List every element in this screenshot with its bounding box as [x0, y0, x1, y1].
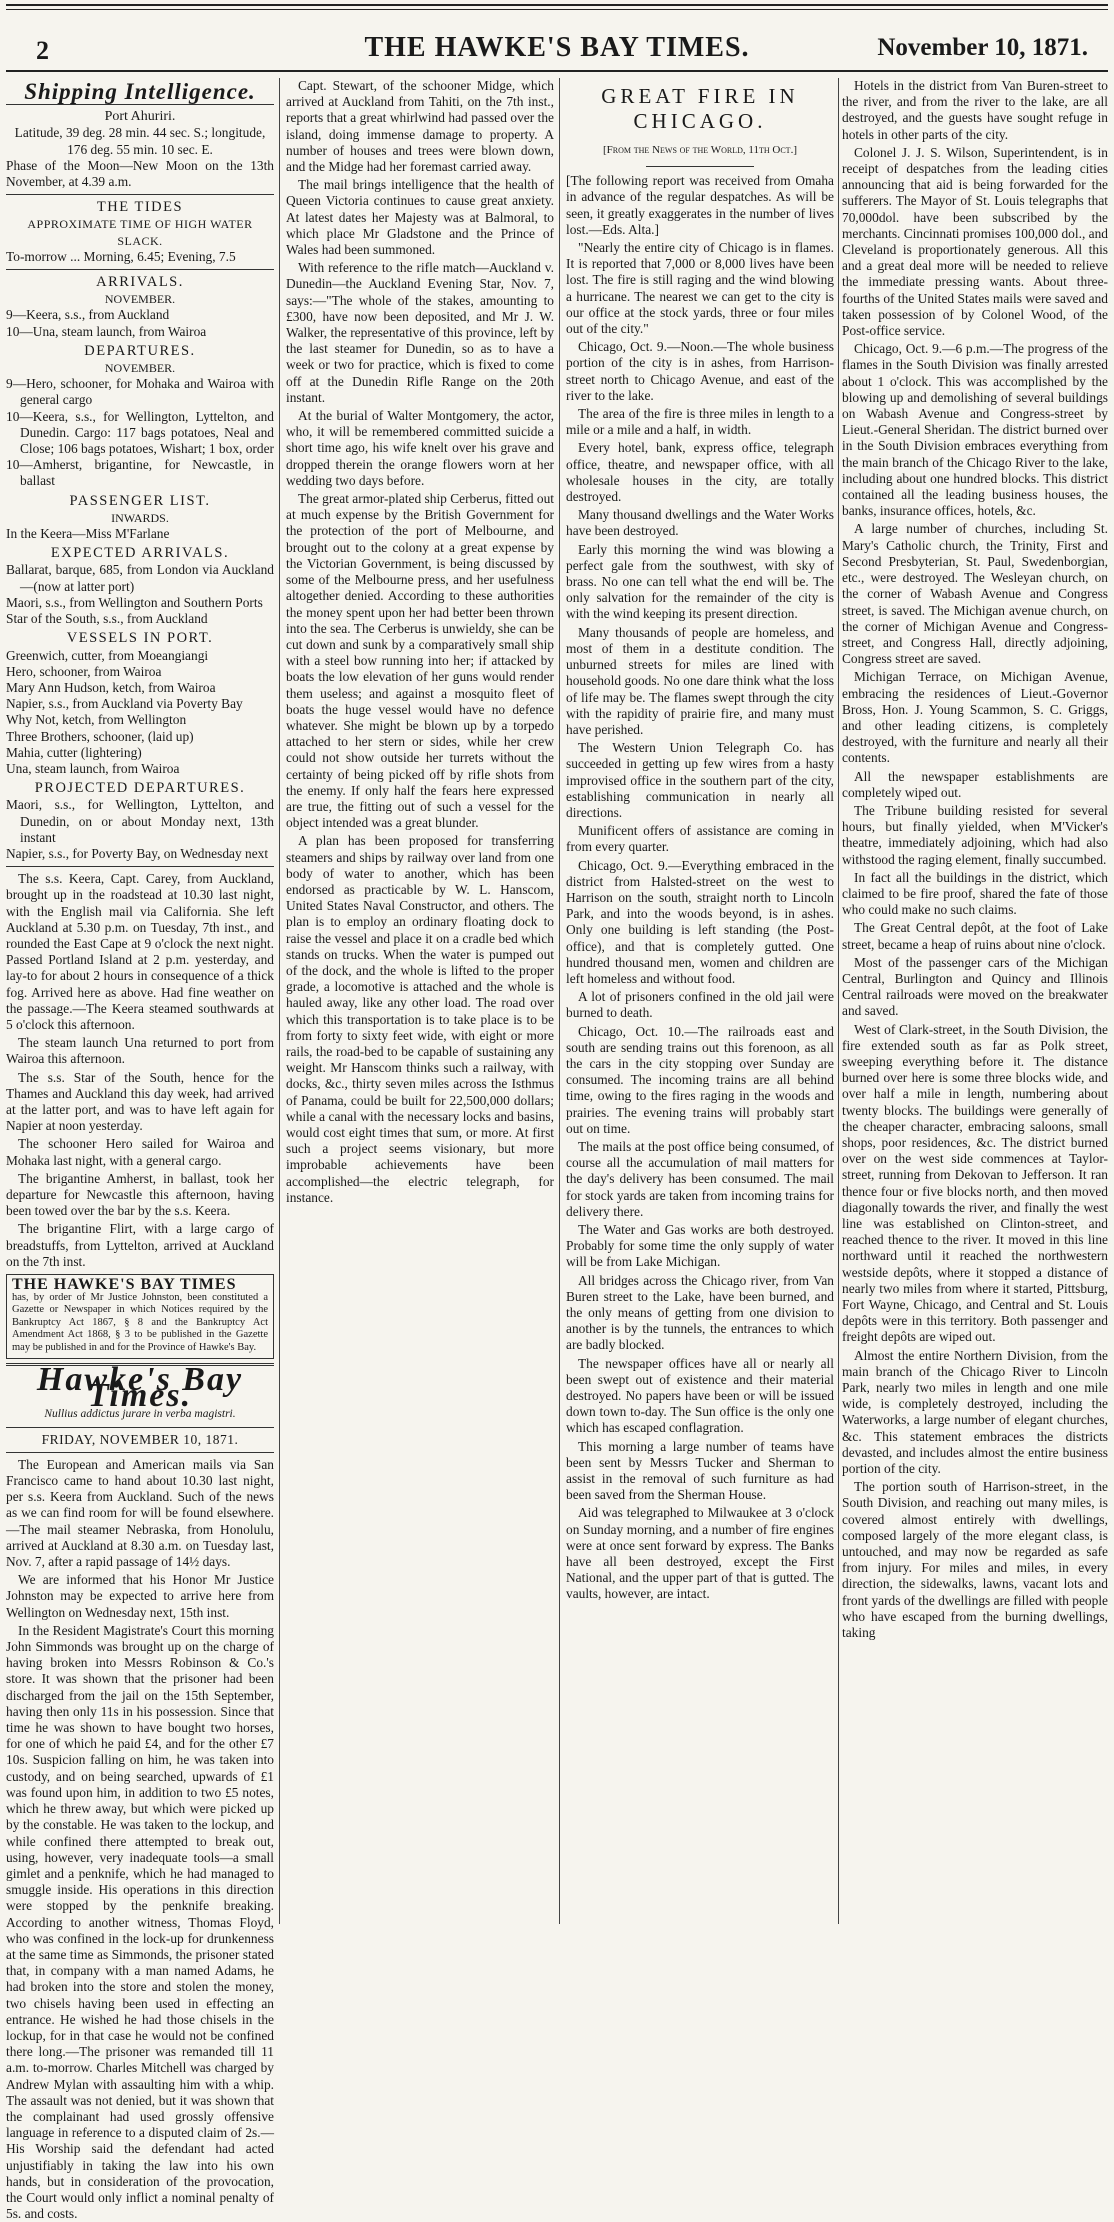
expected-heading: EXPECTED ARRIVALS. [50, 545, 230, 562]
moon-phase: Phase of the Moon—New Moon on the 13th November, at 4.39 a.m. [6, 157, 274, 190]
fire-paragraph: "Nearly the entire city of Chicago is in flames. It is reported that 7,000 or 8,000 lives have been lost. The fire is still raging and the wind blowing a hurricane. The nearest we can get to the city is our office at the stock yards, three or four miles out of the city." [566, 240, 834, 337]
fire-paragraph: In fact all the buildings in the district, which claimed to be fire proof, shared the fate of those who could make no such claims. [842, 869, 1108, 918]
fire-paragraph: A lot of prisoners confined in the old jail were burned to death. [566, 989, 834, 1021]
projected-item: Maori, s.s., for Wellington, Lyttelton, and Dunedin, on or about Monday next, 13th instant [6, 797, 274, 845]
tides-sub: APPROXIMATE TIME OF HIGH WATER SLACK. [27, 217, 253, 248]
column-3 [566, 78, 834, 1924]
notice-title: THE HAWKE'S BAY TIMES [12, 1276, 237, 1294]
column-divider [279, 78, 280, 1924]
notice-body: has, by order of Mr Justice Johnston, been constituted a Gazette or Newspaper in which Notices required by the Bankruptcy Act 1867, § 8 and the Bankruptcy Act Amendment Act 1868, § 3 to be published in the Gazette may be published in and for the Province of Hawke's Bay. [12, 1291, 268, 1353]
masthead [6, 28, 1108, 68]
fire-paragraph: The Great Central depôt, at the foot of Lake street, became a heap of ruins about nine o'clock. [842, 920, 1108, 952]
expected-item: Star of the South, s.s., from Auckland [6, 611, 208, 627]
fire-paragraph: Every hotel, bank, express office, telegraph office, theatre, and newspaper office, with all wholesale houses in the city, are totally destroyed. [566, 440, 834, 505]
shipping-heading: Shipping Intelligence. [24, 79, 256, 104]
departure-item: 9—Hero, schooner, for Mohaka and Wairoa with general cargo [6, 376, 274, 408]
leader-paragraph: In the Resident Magistrate's Court this morning John Simmonds was brought up on the charge of having broken into Messrs Robinson & Co.'s store. It was shown that the prisoner had been discharged from the jail on the 15th September, having then only 11s in his possession. Since that time he was shown to have bought two horses, for one of which he paid £4, and for the other £7 10s. Suspicion falling on him, he was taken into custody, and on being searched, upwards of £1 was found upon him, in addition to two £5 notes, which he threw away, but which were picked up by the constable. He was taken to the lockup, and while confined there attempted to break out, using, however, very inadequate tools—a small gimlet and a penknife, which he had managed to smuggle inside. His operations in this direction were stopped by the penknife breaking. According to another witness, Thomas Floyd, who was confined in the lock-up for drunkenness at the same time as Simmonds, the prisoner stated that, in company with a man named Adams, he had broken into the store and stolen the money, two chisels having been used in effecting an entrance. He wished he had those chisels in the lockup, for in that case he would not be confined there long.—The prisoner was remanded till 11 a.m. to-morrow. Charles Mitchell was charged by Andrew Mylan with assaulting him with a whip. The assault was not denied, but it was shown that the complainant had used grossly offensive language in reference to a disputed claim of 2s.—His Worship said the defendant had acted unjustifiably in taking the law into his own hands, but in consideration of the provocation, the Court would only inflict a nominal penalty of 5s. and costs. [6, 1622, 274, 2222]
masthead-rule [6, 70, 1108, 72]
paper-title: THE HAWKE'S BAY TIMES. [364, 32, 750, 63]
fire-paragraph: The area of the fire is three miles in length to a mile or a mile and a half, in width. [566, 406, 834, 438]
column-1 [6, 78, 274, 2222]
fire-paragraph: Munificent offers of assistance are coming in from every quarter. [566, 823, 834, 855]
fire-paragraph: This morning a large number of teams have been sent by Messrs Tucker and Sherman to assist in the removal of such furniture as had been saved from the Sherman House. [566, 1438, 834, 1503]
tides-heading: THE TIDES [96, 199, 184, 216]
fire-paragraph: The Western Union Telegraph Co. has succeeded in getting up few wires from a hasty improvised office in the southern part of the city, establishing communication in nearly all directions. [566, 740, 834, 820]
leader-paragraph: The mail brings intelligence that the health of Queen Victoria continues to cause great anxiety. At latest dates her Majesty was at Balmoral, to which place Mr Gladstone and the Prince of Wales had been summoned. [286, 177, 554, 258]
projected-item: Napier, s.s., for Poverty Bay, on Wednesday next [6, 845, 269, 861]
fire-paragraph: The Water and Gas works are both destroyed. Probably for some time the only supply of water will be from Lake Michigan. [566, 1222, 834, 1270]
column-divider [559, 78, 560, 1924]
fire-paragraph: Chicago, Oct. 9.—6 p.m.—The progress of the flames in the South Division was finally arrested about 1 o'clock. This was accomplished by the blowing up and demolishing of several buildings on Wabash Avenue and Congress-street by Lieut.-General Sheridan. The district burned over in the South Division embraces everything from the main branch of the Chicago River to the lake, including about one hundred blocks. This district contained all the leading business houses, the banks, insurance offices, hotels, &c. [842, 341, 1108, 519]
shipping-report: The schooner Hero sailed for Wairoa and Mohaka last night, with a general cargo. [6, 1136, 274, 1168]
leader-paragraph: At the burial of Walter Montgomery, the actor, who, it will be remembered committed suicide a short time ago, his wife knelt over his grave and dropped therein the orange flowers worn at her wedding two days before. [286, 408, 554, 488]
column-2 [286, 78, 554, 1924]
fire-paragraph: The newspaper offices have all or nearly all been swept out of existence and their material destroyed. No papers have been or will be issued down town to-day. The Sun office is the only one which has escaped conflagration. [566, 1355, 834, 1436]
vessel-item: Napier, s.s., from Auckland via Poverty Bay [6, 696, 243, 712]
arrivals-month: NOVEMBER. [104, 292, 176, 307]
leader-dateline: FRIDAY, NOVEMBER 10, 1871. [41, 1431, 239, 1447]
fire-paragraph: West of Clark-street, in the South Division, the fire extended south as far as Polk street, sweeping everything before it. The distance burned over here is some three blocks wide, and over half a mile in length, numbering about twenty blocks. The buildings were generally of the cheaper character, embracing saloons, small shops, poor residences, &c. The district burned over on the west side commences at Taylor-street, running from Dekovan to Jefferson. It ran thence four or five blocks north, and then moved diagonally towards the river, and finally the west line was established on Clinton-street, and reached thence to the river. It moved in this line northward until it reached the northwestern westside depôts, where it stopped a distance of nearly two miles from where it started, Pittsburg, Fort Wayne, Chicago, and Central and St. Louis depôts were in this territory. Both passenger and freight depôts are wiped out. [842, 1021, 1108, 1345]
fire-source: [From the News of the World, 11th Oct.] [603, 144, 797, 156]
arrival-item: 10—Una, steam launch, from Wairoa [6, 323, 207, 339]
fire-paragraph: Aid was telegraphed to Milwaukee at 3 o'clock on Sunday morning, and a number of fire engines were at once sent forward by express. The Banks have all been destroyed, except the First National, and the upper part of that is gutted. The vaults, however, are intact. [566, 1505, 834, 1602]
arrival-item: 9—Keera, s.s., from Auckland [6, 307, 170, 323]
vessel-item: Three Brothers, schooner, (laid up) [6, 728, 194, 744]
fire-paragraph: Many thousands of people are homeless, and most of them in a destitute condition. The unburned streets for miles are lined with household goods. No one dare think what the loss of life may be. The flames swept through the city with the rapidity of prairie fire, and many must have perished. [566, 624, 834, 737]
fire-paragraph: Chicago, Oct. 10.—The railroads east and south are sending trains out this forenoon, as all the cars in the city stopping over Sunday are consumed. The incoming trains are all behind time, owing to the fires raging in the woods and prairies. The evening trains will probably start out on time. [566, 1023, 834, 1136]
fire-paragraph: The Tribune building resisted for several hours, but finally yielded, when M'Vicker's theatre, immediately adjoining, which had also withstood the raging element, finally succumbed. [842, 802, 1108, 867]
departures-month: NOVEMBER. [104, 361, 176, 376]
issue-date: November 10, 1871. [877, 34, 1088, 61]
vessel-item: Greenwich, cutter, from Moeangiangi [6, 647, 209, 663]
fire-paragraph: The mails at the post office being consumed, of course all the accumulation of mail matters for the day's delivery has been consumed. The mail for stock yards are taken from incoming trains for delivery there. [566, 1138, 834, 1219]
port-name: Port Ahuriri. [104, 109, 176, 125]
vessel-item: Mahia, cutter (lightering) [6, 744, 142, 760]
fire-paragraph: Almost the entire Northern Division, from the main branch of the Chicago River to Lincoln Park, nearly two miles in length and one mile wide, is completely destroyed, including the Waterworks, a large number of elegant churches, &c. This statement embraces the districts devasted, and includes almost the entire business portion of the city. [842, 1347, 1108, 1477]
shipping-report: The brigantine Amherst, in ballast, took her departure for Newcastle this afternoon, having been towed over the bar by the s.s. Keera. [6, 1170, 274, 1219]
passenger-heading: PASSENGER LIST. [69, 492, 211, 509]
vessels-heading: VESSELS IN PORT. [66, 630, 214, 647]
shipping-report: The s.s. Keera, Capt. Carey, from Auckland, brought up in the roadstead at 10.30 last night, with the English mail via California. She left Auckland at 5.30 p.m. on Tuesday, 7th inst., and rounded the East Cape at 9 o'clock the next night. Passed Portland Island at 2 p.m. yesterday, and lay-to for about 2 hours in consequence of a thick fog. Arrived here as above. Had fine weather on the passage.—The Keera steamed southwards at 5 o'clock this afternoon. [6, 871, 274, 1032]
fire-paragraph: Chicago, Oct. 9.—Everything embraced in the district from Halsted-street on the west to Harrison on the south, straight north to Lincoln Park, and into the woods beyond, is in ashes. Only one building is left standing (the Post-office), and that is completely gutted. One hundred thousand men, women and children are left homeless and without food. [566, 857, 834, 986]
passenger-sub: INWARDS. [111, 510, 169, 525]
shipping-report: The steam launch Una returned to port from Wairoa this afternoon. [6, 1035, 274, 1067]
leader-motto: Nullius addictus jurare in verba magistri. [44, 1408, 236, 1421]
column-divider [838, 78, 839, 1924]
fire-paragraph: Colonel J. J. S. Wilson, Superintendent, is in receipt of despatches from the leading cities announcing that aid is being forwarded for the sufferers. The Mayor of St. Louis telegraphs that 70,000dol. have been subscribed by the merchants. Cincinnati promises 100,000 dol., and Cleveland is proportionately generous. All this and a great deal more will be needed to relieve the immediate pressing wants. About three-fourths of the United States mails were saved and taken possession of by Colonel Wood, of the Post-office service. [842, 144, 1108, 339]
fire-paragraph: Michigan Terrace, on Michigan Avenue, embracing the residences of Lieut.-Governor Bross, Hon. J. Young Scammon, S. C. Griggs, and other leading citizens, is completely destroyed, with the furniture and nearly all their contents. [842, 669, 1108, 766]
fire-paragraph: All bridges across the Chicago river, from Van Buren street to the Lake, have been burned, and the only means of getting from one division to another is by the tunnels, the entrances to which are badly blocked. [566, 1272, 834, 1353]
leader-paragraph: With reference to the rifle match—Auckland v. Dunedin—the Auckland Evening Star, Nov. 7, says:—"The whole of the stakes, amounting to £300, have now been deposited, and Mr J. W. Walker, the representative of this province, left by the last steamer for Dunedin, so as to have a week or two for practice, which is fixed to come off at the Dunedin Rifle Range on the 20th instant. [286, 260, 554, 405]
leader-title: Hawke's Bay Times. [36, 1361, 244, 1415]
leader-paragraph: The great armor-plated ship Cerberus, fitted out at much expense by the British Government for the protection of the port of Melbourne, and brought out to the colony at a great expense by the Victorian Government, is being discussed by some of the Melbourne press, and her usefulness altogether denied. According to these authorities the money spent upon her had better been thrown into the sea. The Cerberus is unwieldy, she can be cut down and sunk by a comparatively small ship with a steel bow running into her; if attacked by boats the low elevation of her guns would render them useless; and against a mosquito fleet of boats the huge vessel would have no defence whatever. She might be blown up by a torpedo attached to her stern or sides, while her crew could not show outside her turrets without the certainty of being picked off by rifle shots from the enemy. If only half the fears here expressed are true, the fitting out of such a vessel for the object intended was a great blunder. [286, 491, 554, 831]
column-4 [842, 78, 1108, 1924]
vessel-item: Una, steam launch, from Wairoa [6, 760, 180, 776]
fire-paragraph: Hotels in the district from Van Buren-street to the river, and from the river to the lake, are all destroyed, and the guests have sought refuge in hotels in other parts of the city. [842, 78, 1108, 142]
page-number: 2 [36, 36, 49, 65]
leader-paragraph: We are informed that his Honor Mr Justice Johnston may be expected to arrive here from Wellington on Wednesday next, 15th inst. [6, 1572, 274, 1620]
tides-line: To-morrow ... Morning, 6.45; Evening, 7.5 [6, 248, 236, 264]
fire-paragraph: The portion south of Harrison-street, in the South Division, and reaching out many miles, is covered almost entirely with dwellings, composed largely of the more elegant class, is untouched, and may now be regarded as safe from injury. For miles and miles, in every direction, the sidewalks, lawns, vacant lots and front yards of the dwellings are filled with people who have escaped from the burning dwellings, taking [842, 1479, 1108, 1641]
columns [6, 78, 1108, 2222]
latitude: Latitude, 39 deg. 28 min. 44 sec. S.; longitude, 176 deg. 55 min. 10 sec. E. [14, 125, 266, 157]
vessel-item: Mary Ann Hudson, ketch, from Wairoa [6, 679, 216, 695]
leader-paragraph: Capt. Stewart, of the schooner Midge, which arrived at Auckland from Tahiti, on the 7th inst., reports that a great whirlwind had passed over the island, doing immense damage to property. A number of houses and trees were blown down, and the Midge had her foremast carried away. [286, 78, 554, 175]
fire-paragraph: A large number of churches, including St. Mary's Catholic church, the Trinity, First and Second Presbyterian, St. Paul, Swedenborgian, etc., were destroyed. The Wesleyan church, on the corner of Wabash Avenue and Congress street, is saved. The Michigan avenue church, on the corner of Michigan Avenue and Congress-street, and Congress Hall, directly adjoining, Congress street are saved. [842, 521, 1108, 667]
vessel-item: Why Not, ketch, from Wellington [6, 712, 187, 728]
fire-paragraph: [The following report was received from Omaha in advance of the regular despatches. As will be seen, it greatly exaggerates in the number of lives lost.—Eds. Alta.] [566, 173, 834, 237]
fire-paragraph: Many thousand dwellings and the Water Works have been destroyed. [566, 507, 834, 539]
fire-paragraph: Chicago, Oct. 9.—Noon.—The whole business portion of the city is in ashes, from Harrison-street north to Chicago Avenue, and east of the river to the lake. [566, 339, 834, 403]
arrivals-heading: ARRIVALS. [96, 274, 184, 291]
shipping-report: The brigantine Flirt, with a large cargo of breadstuffs, from Lyttelton, arrived at Auckland on the 7th inst. [6, 1221, 274, 1269]
departure-item: 10—Amherst, brigantine, for Newcastle, in ballast [6, 457, 274, 489]
fire-title: GREAT FIRE IN CHICAGO. [601, 84, 799, 133]
vessel-item: Hero, schooner, from Wairoa [6, 663, 162, 679]
passenger-line: In the Keera—Miss M'Farlane [6, 526, 170, 542]
expected-item: Ballarat, barque, 685, from London via Auckland—(now at latter port) [6, 562, 274, 594]
gazette-notice [6, 1274, 274, 1359]
fire-paragraph: Most of the passenger cars of the Michigan Central, Burlington and Quincy and Illinois Central railroads were moved on the breakwater and saved. [842, 954, 1108, 1019]
fire-paragraph: Early this morning the wind was blowing a perfect gale from the southwest, with sky of brass. No one can tell what the end will be. The only salvation for the remainder of the city is with the wind keeping its present direction. [566, 541, 834, 622]
projected-heading: PROJECTED DEPARTURES. [34, 780, 246, 797]
expected-item: Maori, s.s., from Wellington and Southern Ports [6, 594, 263, 610]
top-rule [6, 4, 1108, 10]
leader-paragraph: A plan has been proposed for transferring steamers and ships by railway over land from one body of water to another, which has been endorsed as practicable by W. L. Hanscom, United States Naval Constructor, and others. The plan is to employ an ordinary floating dock to raise the vessel and place it on a cradle bed which stands on trucks. When the water is pumped out of the dock, and the whole is lifted to the proper grade, a locomotive is attached and the whole is hauled away, like any other load. The road over which this transportation is to take place is to be from forty to sixty feet wide, with eight or more rails, the road-bed to be capable of sustaining any weight. Mr Hanscom thinks such a railway, with docks, &c., thirty seven miles across the Isthmus of Panama, could be built for 22,500,000 dollars; while a canal with the necessary locks and basins, would cost eight times that sum, or more. At first such a project seems visionary, but more improbable achievements have been accomplished—the electric telegraph, for instance. [286, 833, 554, 1205]
fire-paragraph: All the newspaper establishments are completely wiped out. [842, 768, 1108, 800]
departures-heading: DEPARTURES. [84, 342, 196, 359]
leader-paragraph: The European and American mails via San Francisco came to hand about 10.30 last night, per s.s. Keera from Auckland. Such of the news as we can find room for will be found elsewhere. —The mail steamer Nebraska, from Honolulu, arrived at Auckland at 8.30 a.m. on Tuesday last, Nov. 7, after a rapid passage of 14½ days. [6, 1456, 274, 1570]
departure-item: 10—Keera, s.s., for Wellington, Lyttelton, and Dunedin. Cargo: 117 bags potatoes, Neal and Close; 106 bags potatoes, Wishart; 1 box, order [6, 408, 274, 457]
shipping-report: The s.s. Star of the South, hence for the Thames and Auckland this day week, had arrived at the latter port, and was to have left again for Napier at noon yesterday. [6, 1069, 274, 1134]
